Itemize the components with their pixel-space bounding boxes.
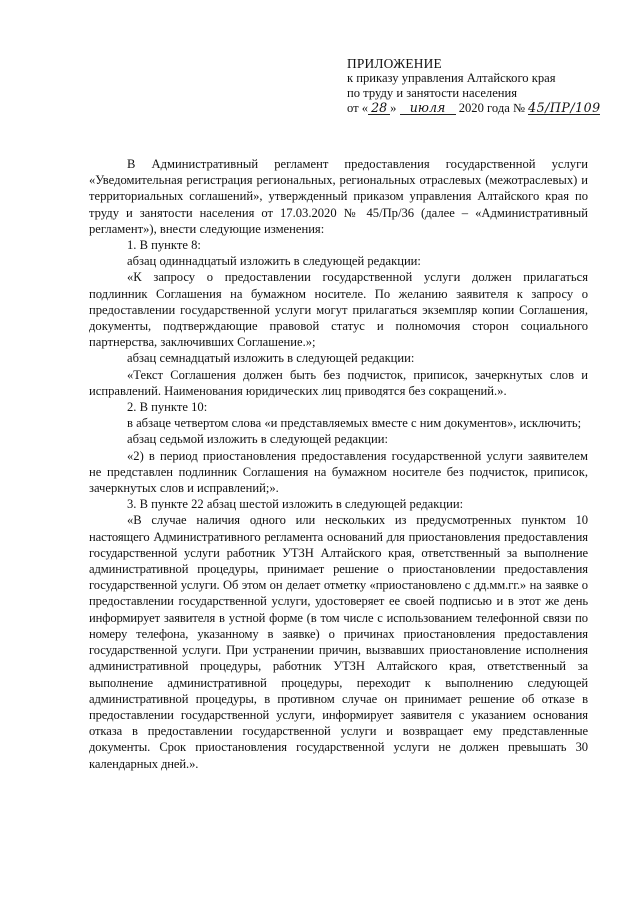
paragraph-abzac-4-change: в абзаце четвертом слова «и представляемых вместе с ним документов», исключить; [127,416,582,431]
appendix-block [347,56,617,116]
paragraph-point-8: 1. В пункте 8: [127,238,201,253]
appendix-date-line [347,101,617,116]
paragraph-abzac-17-instruction: абзац семнадцатый изложить в следующей редакции: [127,351,415,366]
paragraph-point-22: 3. В пункте 22 абзац шестой изложить в следующей редакции: [127,497,464,512]
paragraph-point-10: 2. В пункте 10: [127,400,208,415]
paragraph-abzac-11-instruction: абзац одиннадцатый изложить в следующей редакции: [127,254,421,269]
date-prefix: от « [347,101,369,115]
paragraph-abzac-17-text: «Текст Соглашения должен быть без подчисток, приписок, зачеркнутых слов и исправлений. Наименования юридических лиц приводятся без сокращений.». [89,367,588,398]
paragraph-point-22-text: «В случае наличия одного или нескольких из предусмотренных пунктом 10 настоящего Административного регламента оснований для приостановления предоставления государственной услуги работник УТЗН Алтайского края, ответственный за выполнение административной процедуры, принимает решение о приостановлении предоставления государственной услуги. Об этом он делает отметку «приостановлено с дд.мм.гг.» на заявке о предоставлении государственной услуги, удостоверяет ее своей подписью и в этот же день информирует заявителя в устной форме (в том числе с использованием телефонной связи по номеру телефона, указанному в заявке) о причинах приостановления предоставления государственной услуги. При устранении причин, вызвавших приостановление исполнения административной процедуры, работник УТЗН Алтайского края, ответственный за выполнение административной процедуры, переходит к выполнению следующей административной процедуры, в противном случае он принимает решение об отказе в предоставлении государственной услуги, информирует заявителя с указанием основания отказа в предоставлении государственной услуги и возвращает ему представленные документы. Срок приостановления государственной услуги не должен превышать 30 календарных дней.». [89,513,588,771]
appendix-title: ПРИЛОЖЕНИЕ [347,56,442,71]
date-day-handwritten: 28 [368,101,390,115]
appendix-line-2: по труду и занятости населения [347,86,518,100]
paragraph-abzac-11-text: «К запросу о предоставлении государственной услуги должен прилагаться подлинник Соглашения на бумажном носителе. По желанию заявителя к запросу о предоставлении государственной услуги могут прилагаться экземпляр копии Соглашения, документы, подтверждающие правовой статус и полномочия сторон социального партнерства, заключивших Соглашение.»; [89,270,588,350]
date-year-text: 2020 года № [458,101,525,115]
document-body [89,156,588,772]
paragraph-abzac-7-instruction: абзац седьмой изложить в следующей редакции: [127,432,388,447]
paragraph-intro: В Административный регламент предоставления государственной услуги «Уведомительная регистрация региональных, региональных отраслевых (межотраслевых) и территориальных соглашений», утвержденный приказом управления Алтайского края по труду и занятости населения от 17.03.2020 № 45/Пр/36 (далее – «Административный регламент»), внести следующие изменения: [89,157,588,236]
appendix-line-1: к приказу управления Алтайского края [347,71,556,85]
date-month-handwritten: июля [400,101,456,115]
date-separator: » [390,101,397,115]
order-number-handwritten: 45/ПР/109 [528,100,601,115]
paragraph-abzac-7-text: «2) в период приостановления предоставления государственной услуги заявителем не представлен подлинник Соглашения на бумажном носителе без подчисток, приписок, зачеркнутых слов и исправлений;». [89,448,588,496]
